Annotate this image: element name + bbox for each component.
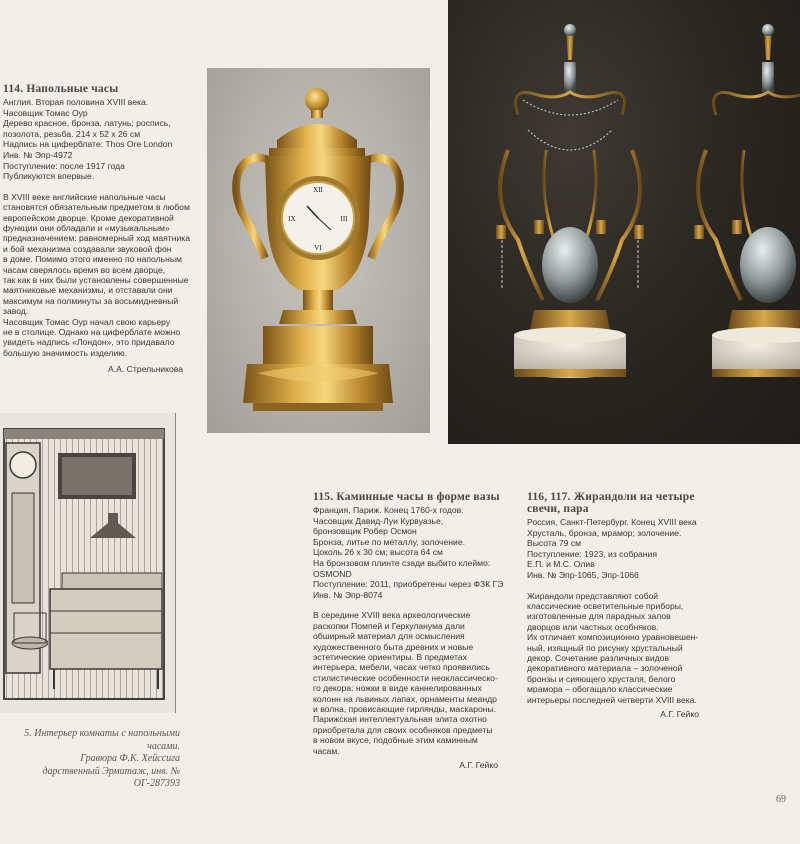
body-line: го декора: ножки в виде каннелированных xyxy=(313,683,482,694)
body-line: так как в них были установлены совершенные xyxy=(3,275,189,285)
svg-text:VI: VI xyxy=(314,244,322,252)
entry-115-signature: А.Г. Гейко xyxy=(459,760,498,771)
body-line: часам. xyxy=(313,745,340,756)
entry-116-signature: А.Г. Гейко xyxy=(660,709,699,720)
body-line: завод. xyxy=(3,306,29,317)
meta-line: Бронза, литье по металлу, золочение. xyxy=(313,536,466,547)
meta-line: Хрусталь, бронза, мрамор; золочение. xyxy=(527,527,682,538)
body-line: Их отличает композиционно уравновешен- xyxy=(527,632,699,643)
engraving-caption xyxy=(0,728,180,791)
girandole-left xyxy=(496,24,644,378)
meta-line: Цоколь 26 х 30 см; высота 64 см xyxy=(313,547,443,558)
body-line: ный, изящный по рисунку хрустальный xyxy=(527,642,683,653)
body-line: художественного быта древних и новые xyxy=(313,641,474,652)
body-line: стилистические особенности неоклассическо- xyxy=(313,672,498,683)
body-line: приобретала для своих особняков предметы xyxy=(313,724,493,735)
meta-line: На бронзовом плинте сзади выбито клеймо: xyxy=(313,557,491,568)
meta-line: Поступление: 1923, из собрания xyxy=(527,548,658,559)
entry-114 xyxy=(3,83,203,374)
page-number: 69 xyxy=(776,794,786,805)
meta-line: Англия. Вторая половина XVIII века. xyxy=(3,97,149,107)
entry-116-heading xyxy=(527,491,727,515)
body-line: колонн на львиных лапах, орнаменты меандр xyxy=(313,693,497,704)
meta-line: позолота, резьба. 214 х 52 х 26 см xyxy=(3,128,141,139)
heading-line: свечи, пара xyxy=(527,503,589,515)
body-line: интерьера, мебели, часах четко проявились xyxy=(313,662,490,673)
body-line: предназначением: равномерный ход маятника xyxy=(3,233,190,244)
body-line: Жирандоли представляют собой xyxy=(527,590,659,601)
body-line: интерьеры последней четверти XVIII века. xyxy=(527,694,697,705)
meta-line: Инв. № Эпр-4972 xyxy=(3,149,73,160)
body-line: В середине XVIII века археологические xyxy=(313,610,471,621)
entry-115-meta xyxy=(313,505,513,600)
entry-114-signature: А.А. Стрельникова xyxy=(108,364,183,375)
meta-line: Россия, Санкт-Петербург. Конец XVIII века xyxy=(527,517,697,527)
girandoles-photo xyxy=(448,0,800,444)
meta-line: Инв. № Эпр-8074 xyxy=(313,589,383,600)
meta-line: Часовщик Томас Оур xyxy=(3,107,88,118)
body-line: европейском дворце. Кроме декоративной xyxy=(3,212,174,223)
body-line: дворцов или частных особняков. xyxy=(527,621,659,632)
meta-line: Часовщик Давид-Луи Курвуазье, xyxy=(313,515,444,526)
heading-line: 116, 117. Жирандоли на четыре xyxy=(527,491,695,503)
body-line: и волна, провисающие гирлянды, маскароны. xyxy=(313,704,497,714)
mantel-clock-illustration xyxy=(207,68,430,433)
meta-line: Франция, Париж. Конец 1760-х годов. xyxy=(313,505,464,515)
body-line: функции они обладали и «музыкальным» xyxy=(3,222,170,233)
body-line: изготовленные для парадных залов xyxy=(527,611,671,622)
body-line: классические осветительные приборы, xyxy=(527,600,684,611)
body-line: Парижская интеллектуальная элита охотно xyxy=(313,714,487,725)
body-line: обширный материал для осмысления xyxy=(313,631,465,642)
body-line: часам сверялось время во всем дворце, xyxy=(3,264,166,275)
body-line: и бой механизма создавали звуковой фон xyxy=(3,243,172,254)
body-line: в доме. Помимо этого именно по напольным xyxy=(3,254,182,265)
svg-text:III: III xyxy=(340,215,348,223)
body-line: увидеть надпись «Лондон», это придавало xyxy=(3,337,175,348)
meta-line: Дерево красное, бронза, латунь; роспись, xyxy=(3,118,171,129)
body-line: максимум на полминуты за восьмидневный xyxy=(3,295,179,306)
caption-line: дарственный Эрмитаж, инв. № ОГ-287393 xyxy=(42,765,180,789)
entry-115 xyxy=(313,491,513,770)
meta-line: Поступление: 2011, приобретены через ФЗК ГЭ xyxy=(313,579,504,590)
body-line: мрамора – обогащало классические xyxy=(527,684,673,695)
meta-line: Надпись на циферблате: Thos Ore London xyxy=(3,139,173,150)
meta-line: Поступление: после 1917 года xyxy=(3,160,125,171)
body-line: В XVIII веке английские напольные часы xyxy=(3,191,166,202)
entry-115-body xyxy=(313,610,513,756)
mantel-clock-photo xyxy=(207,68,430,433)
entry-116-117 xyxy=(527,491,727,719)
entry-116-body xyxy=(527,591,727,705)
engraving-image xyxy=(0,413,176,713)
entry-114-body xyxy=(3,192,203,359)
body-line: бронзы и сияющего хрусталя, белого xyxy=(527,673,676,684)
caption-line: 5. Интерьер комнаты с напольными часами. xyxy=(24,728,180,752)
meta-line: OSMOND xyxy=(313,568,352,579)
girandoles-illustration xyxy=(448,0,800,444)
body-line: раскопки Помпей и Геркуланума дали xyxy=(313,620,465,631)
body-line: большую значимость изделию. xyxy=(3,347,128,358)
girandole-right xyxy=(694,24,800,377)
caption-line: Гравюра Ф.К. Хейссига xyxy=(80,753,180,764)
meta-line: Высота 79 см xyxy=(527,538,582,549)
meta-line: Е.П. и М.С. Олив xyxy=(527,559,595,570)
body-line: Часовщик Томас Оур начал свою карьеру xyxy=(3,316,171,327)
body-line: маятниковые механизмы, и отставали они xyxy=(3,285,173,296)
meta-line: Публикуются впервые. xyxy=(3,171,95,182)
body-line: декоративного материала – золоченой xyxy=(527,663,683,674)
engraving-illustration xyxy=(0,413,175,713)
body-line: эстетические ориентиры. В предметах xyxy=(313,651,467,662)
body-line: становятся обязательным предметом в любом xyxy=(3,202,190,213)
svg-text:XII: XII xyxy=(313,186,323,194)
entry-114-heading: 114. Напольные часы xyxy=(3,83,119,95)
entry-115-heading: 115. Каминные часы в форме вазы xyxy=(313,491,500,503)
entry-114-meta xyxy=(3,97,203,182)
entry-116-meta xyxy=(527,517,727,581)
body-line: декор. Сочетание различных видов xyxy=(527,653,670,663)
meta-line: Инв. № Эпр-1065, Эпр-1066 xyxy=(527,569,639,580)
body-line: не в столице. Однако на циферблате можно xyxy=(3,327,181,338)
svg-text:IX: IX xyxy=(288,215,296,223)
body-line: в новом вкусе, подобные этим каминным xyxy=(313,735,478,746)
meta-line: бронзовщик Робер Осмон xyxy=(313,526,417,537)
